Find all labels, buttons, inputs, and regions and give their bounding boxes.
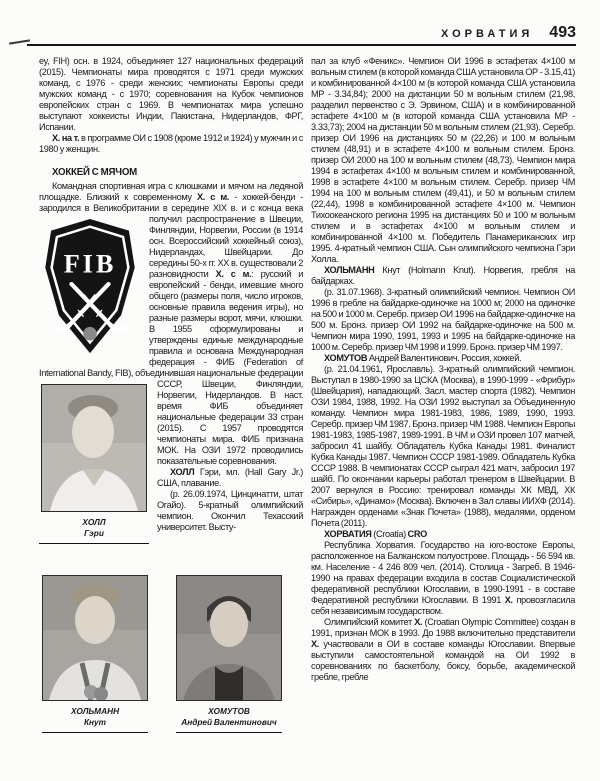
paragraph-khomutov-body: (р. 21.04.1961, Ярославль). 3-кратный олимпийский чемпион. Выступал в 1980-1990 за ЦСКА (Москва), в 1990-1999 - «Фрибур» (Швейцария), нападающий. Засл. мастер спорта (1982). Чемпион ОЗИ 1984, 1988, 1992. На ОЗИ 1992 выступал за Объединенную команду. Чемпион мира 1981-1983, 1986, 1989, 1990, 1993. Серебр. призер ЧМ 1987. Бронз. призер ЧМ 1988. Чемпион Европы 1981-1983, 1985-1987, 1989-1991. В ЧМ и ОЗИ провел 107 матчей, забросил 41 шайбу. Обладатель Кубка Канады 1981. Финалист Кубка Канады 1987. Чемпион СССР 1981-1989. Обладатель Кубка СССР 1988. В чемпионатах СССР сыграл 421 матч, забросил 197 шайб. По окончании карьеры работал тренером в Швейцарии. В 2007 вернулся в Россию: тренировал команды ХК МВД, ХК «Сибирь», «Динамо» (Москва). Включен в Зал славы ИИХФ (2014). Награжден орденами «Знак Почета» (1988), медалями, орденом Почета (2011). [311, 364, 575, 528]
paragraph-field-hockey-cont: еу, FIH) осн. в 1924, объединяет 127 национальных федераций (2015). Чемпионаты мира проводятся с 1971 среди мужских команд, с 1976 - среди женских; чемпионаты Европы среди мужских команд - с 1970; соревнования на Кубок чемпионов европейских стран с 1969. В чемпионатах мира успешно выступают хоккеисты Индии, Пакистана, Нидерландов, ФРГ, Испании. [39, 56, 303, 132]
entry-heading-croatia: ХОРВАТИЯ (Croatia) CRO [324, 529, 427, 539]
page-number: 493 [549, 24, 576, 41]
photo-holmann-knut [42, 575, 148, 701]
figure-khomutov [176, 575, 282, 733]
bandy-text-b: Швеции, Финляндии, Норвегии, России (в 1914 осн. Всероссийский хоккейный союз), Нидерландах, Швейцарии. До середины 50-х гг. ХХ в. существовали 2 разновидности Х. с м.: русский и европейский - бенди, имевшие много общего (размеры поля, число игроков, основные правила ведения игры), но разные размеры ворот, мячи, клюшки. В 1955 сформулированы и утверждены единые международные правила и основана Международная федерация - ФИБ (Federation of International Bandy, FIB), объединившая национальные федерации СССР, Швеции, [39, 214, 304, 389]
caption-surname: ХОМУТОВ [208, 706, 250, 716]
running-head-title: ХОРВАТИЯ [441, 28, 534, 40]
fib-logo-text: FIB [63, 249, 117, 279]
left-column [39, 56, 303, 778]
paragraph-field-hockey-oi: Х. на т. в программе ОИ с 1908 (кроме 1912 и 1924) у мужчин и с 1980 у женщин. [39, 133, 303, 154]
paragraph-croatia-overview: Республика Хорватия. Государство на юго-востоке Европы, расположенное на Балканском полуострове. Площадь - 56 594 кв. км. Население - 4 246 809 чел. (2014). Столица - Загреб. В 1946-1990 на правах федерации входила в состав Социалистической федеративной республики Югославии, в 1990-1991 - в составе Федеративной республики Югославии. В 1991 Х. провозгласила себя независимым государством. [311, 540, 575, 616]
caption-name: Андрей Валентинович [181, 716, 277, 727]
figure-hall [39, 384, 149, 544]
caption-surname: ХОЛЛ [82, 517, 106, 527]
header-rule [27, 44, 576, 46]
page-header [441, 24, 576, 42]
paragraph-hall-body: (р. 26.09.1974, Цинцинатти, штат Огайо). 5-кратный олимпийский чемпион. Окончил Техасский университет. Высту- [157, 489, 303, 532]
figure-row [42, 575, 282, 733]
photo-hall-gary [41, 384, 147, 512]
caption-name: Гэри [84, 527, 104, 538]
fib-logo [41, 217, 139, 359]
caption-rule [176, 732, 282, 733]
right-column [311, 56, 575, 778]
entry-heading-holmann: ХОЛЬМАНН Кнут (Holmann Knut). Норвегия, гребля на байдарках. [311, 265, 575, 286]
paragraph-croatia-olympic: Олимпийский комитет Х. (Croatian Olympic Committee) создан в 1991, признан МОК в 1993. До 1988 включительно представители Х. участвовали в ОИ в составе команды Югославии. Впервые выступили самостоятельной командой на ОИ 1992 в соревнованиях по баскетболу, боксу, борьбе, академической гребле, гребле [311, 617, 575, 682]
bandy-ball-icon [83, 327, 97, 341]
caption-rule [39, 543, 149, 544]
bandy-text-c: Финляндии, Норвегии, Нидерландов. В наст. время ФИБ объединяет национальные федерации 33 стран (2015). С 1957 проводятся чемпионаты мира. ФИБ признана МОК. На ОЗИ 1972 проводились показательные соревнования. [157, 379, 303, 466]
caption-name: Кнут [83, 716, 107, 727]
entry-heading-bandy: ХОККЕЙ С МЯЧОМ [52, 167, 138, 178]
photo-khomutov-andrey [176, 575, 282, 701]
paragraph-holmann-body: (р. 31.07.1968). 3-кратный олимпийский чемпион. Чемпион ОИ 1996 в гребле на байдарке-одиночке на 1000 м; 2000 на одиночке на 500 и 1000 м. Серебр. призер ОИ 1996 на байдарке-одиночке на 500 м. Бронз. призер ОИ 1992 на байдарке-одиночке на 500 м. Чемпион мира 1990, 1991, 1993 и 1995 на байдарке-одиночке на 1000 м. Серебр. призер ЧМ 1998 и 1999. Бронз. призер ЧМ 1997. [311, 287, 575, 352]
paragraph-hall-cont: пал за клуб «Феникс». Чемпион ОИ 1996 в эстафетах 4×100 м вольным стилем (в которой команда США установила ОР - 3.15,41) и комбинированной 4×100 м (в которой команда США установила МР - 3.34,84); 2000 на дистанции 50 м вольным стилем (21,98, разделил первенство с Э. Эрвином, США) и в комбинированной эстафете 4×100 м (в которой команда США установила МР - 3.33,73); 2004 на дистанции 50 м вольным стилем (21,93). Серебр. призер ОИ 1996 на дистанциях 50 м (22,26) и 100 м вольным стилем (48,91) и в эстафете 4×100 м вольным стилем. Бронз. призер ОИ 2000 на 100 м вольным стилем (48,73). Чемпион мира 1994 в эстафетах 4×100 м вольным стилем и комбинированной, 1998 в эстафете 4×100 м вольным стилем. Серебр. призер ЧМ 1994 на 100 м вольным стилем (49,41), и 50 м вольным стилем (22,44), 1998 в комбинированной эстафете 4×100 м. Чемпион Тихоокеанского региона 1995 на дистанциях 50 и 100 м вольным стилем и в эстафетах 4×100 м вольным стилем и комбинированной 4×100 м. Победитель Панамериканских игр 1995. 4-кратный чемпион США. Сын олимпийского чемпиона Гэри Холла. [311, 56, 575, 264]
figure-holmann [42, 575, 148, 733]
caption-surname: ХОЛЬМАНН [70, 706, 120, 716]
figure-caption-khomutov [176, 706, 282, 727]
figure-caption-hall [39, 517, 149, 538]
caption-rule [42, 732, 148, 733]
bandy-text-a: Командная спортивная игра с клюшками и мячом на ледяной площадке. Близкий к современному Х. с м. - хоккей-бенди - зародился в Великобритании в середине XIX в. и с конца века получил распространение в [39, 181, 303, 224]
face-shape [75, 596, 115, 644]
face-shape [72, 406, 114, 458]
face-shape [210, 601, 248, 647]
entry-heading-khomutov: ХОМУТОВ Андрей Валентинович. Россия, хоккей. [324, 353, 522, 363]
entry-heading-hall: ХОЛЛ Гэри, мл. (Hall Gary Jr.) США, плавание. [157, 467, 303, 488]
figure-caption-holmann [42, 706, 148, 727]
text-columns [39, 56, 575, 778]
